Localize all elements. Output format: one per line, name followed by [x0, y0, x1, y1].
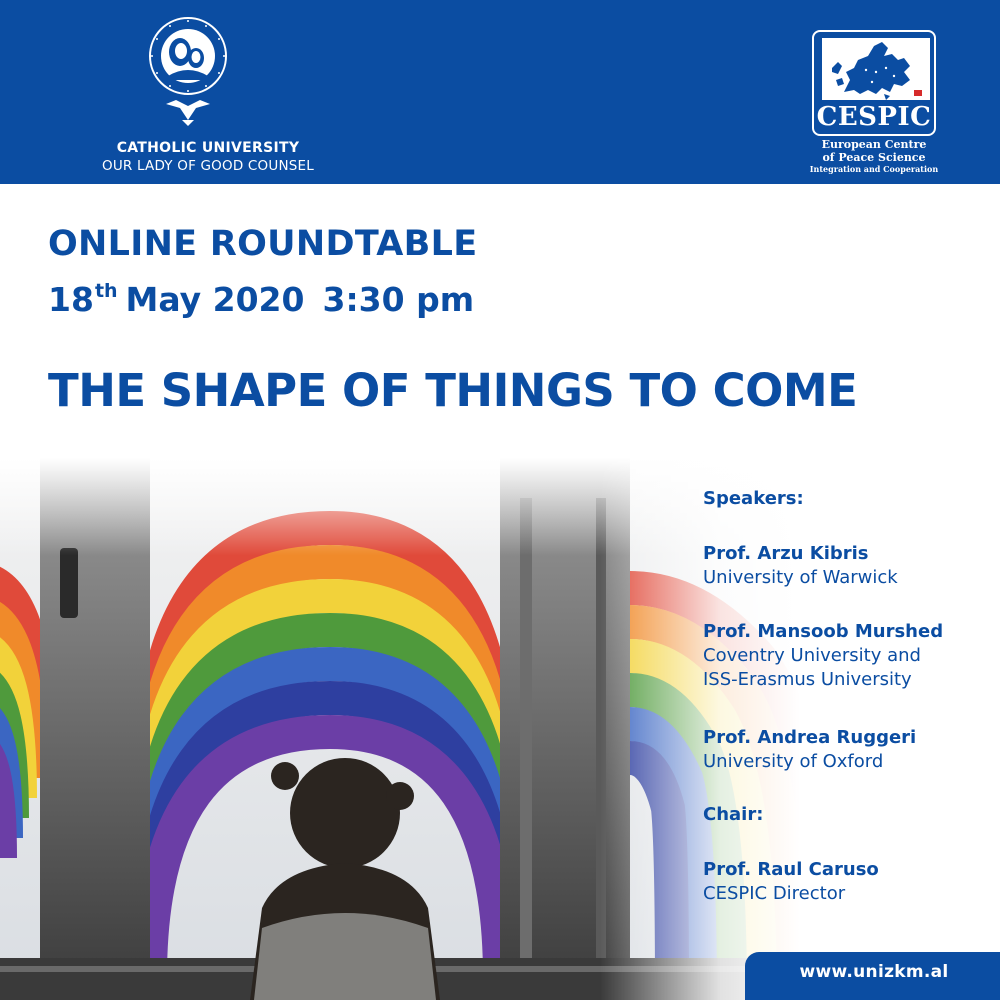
chair-entry [703, 858, 993, 906]
event-time: 3:30 pm [322, 280, 475, 319]
main-title: THE SHAPE OF THINGS TO COME [48, 364, 858, 417]
header-banner [0, 0, 1000, 184]
cespic-logo [812, 30, 936, 136]
cespic-subtitle-line1: European Centre [821, 138, 927, 151]
event-date-day: 18 [48, 280, 94, 319]
speaker-affiliation: University of Oxford [703, 751, 884, 772]
cespic-logo-word: CESPIC [816, 102, 932, 132]
albania-marker-icon [914, 90, 922, 96]
chair-heading: Chair: [703, 804, 764, 825]
cespic-subtitle [808, 138, 940, 174]
speaker-affiliation: Coventry University and [703, 645, 921, 666]
cespic-subtitle-line2: of Peace Science [822, 151, 926, 164]
website-url-link[interactable]: www.unizkm.al [745, 952, 1000, 1000]
event-type: ONLINE ROUNDTABLE [48, 224, 478, 264]
speaker-entry [703, 620, 993, 692]
university-seal-logo [146, 14, 230, 134]
university-name-line2: OUR LADY OF GOOD COUNSEL [102, 158, 314, 174]
chair-name: Prof. Raul Caruso [703, 859, 879, 880]
speaker-name: Prof. Andrea Ruggeri [703, 727, 917, 748]
speaker-entry [703, 542, 993, 590]
event-date-month-year: May 2020 [125, 280, 305, 319]
speakers-heading: Speakers: [703, 488, 804, 509]
event-date-suffix: th [94, 280, 118, 302]
event-date [48, 280, 474, 319]
speaker-affiliation: University of Warwick [703, 567, 898, 588]
chair-affiliation: CESPIC Director [703, 883, 846, 904]
speaker-affiliation: ISS-Erasmus University [703, 669, 912, 690]
university-name [40, 140, 376, 174]
speaker-entry [703, 726, 993, 774]
speaker-name: Prof. Mansoob Murshed [703, 621, 944, 642]
cespic-subtitle-line3: Integration and Cooperation [809, 164, 939, 174]
university-name-line1: CATHOLIC UNIVERSITY [116, 140, 300, 156]
speaker-name: Prof. Arzu Kibris [703, 543, 869, 564]
